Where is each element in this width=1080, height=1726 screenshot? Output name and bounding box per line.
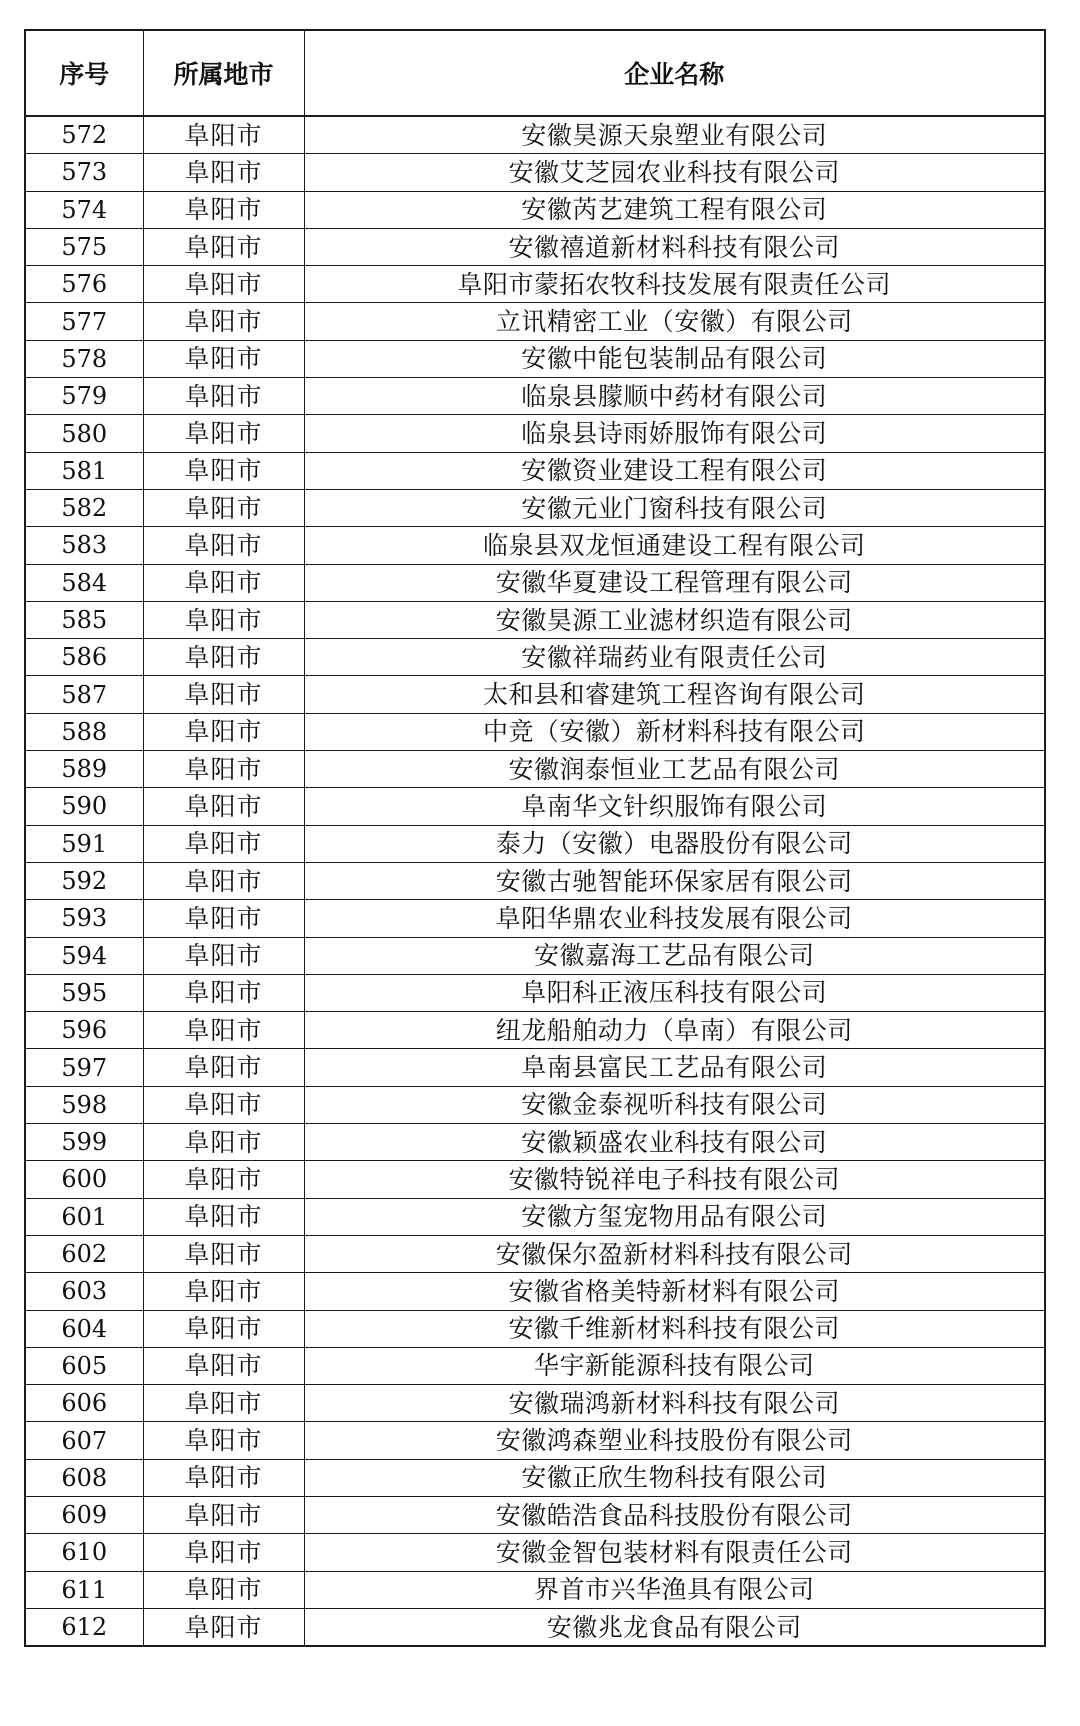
cell-city: 阜阳市	[143, 303, 304, 340]
cell-company-name: 安徽千维新材料科技有限公司	[304, 1310, 1045, 1347]
cell-company-name: 安徽金泰视听科技有限公司	[304, 1086, 1045, 1123]
cell-city: 阜阳市	[143, 228, 304, 265]
cell-serial-number: 575	[25, 228, 143, 265]
cell-company-name: 阜阳华鼎农业科技发展有限公司	[304, 900, 1045, 937]
table-row	[25, 1608, 1045, 1646]
table-row	[25, 1086, 1045, 1123]
cell-serial-number: 582	[25, 489, 143, 526]
cell-city: 阜阳市	[143, 974, 304, 1011]
table-row	[25, 1496, 1045, 1533]
cell-serial-number: 579	[25, 378, 143, 415]
cell-serial-number: 599	[25, 1124, 143, 1161]
cell-city: 阜阳市	[143, 1422, 304, 1459]
cell-company-name: 安徽瑞鸿新材料科技有限公司	[304, 1385, 1045, 1422]
table-row	[25, 415, 1045, 452]
cell-company-name: 安徽昊源工业滤材织造有限公司	[304, 601, 1045, 638]
cell-serial-number: 600	[25, 1161, 143, 1198]
cell-serial-number: 576	[25, 266, 143, 303]
cell-serial-number: 583	[25, 527, 143, 564]
cell-city: 阜阳市	[143, 713, 304, 750]
cell-company-name: 安徽禧道新材料科技有限公司	[304, 228, 1045, 265]
table-row	[25, 937, 1045, 974]
table-row	[25, 1310, 1045, 1347]
table-row	[25, 1198, 1045, 1235]
cell-serial-number: 587	[25, 676, 143, 713]
cell-company-name: 中竞（安徽）新材料科技有限公司	[304, 713, 1045, 750]
cell-serial-number: 595	[25, 974, 143, 1011]
cell-serial-number: 577	[25, 303, 143, 340]
cell-city: 阜阳市	[143, 452, 304, 489]
cell-city: 阜阳市	[143, 1310, 304, 1347]
table-row	[25, 1459, 1045, 1496]
cell-serial-number: 591	[25, 825, 143, 862]
cell-serial-number: 573	[25, 154, 143, 191]
cell-city: 阜阳市	[143, 1496, 304, 1533]
cell-company-name: 安徽祥瑞药业有限责任公司	[304, 639, 1045, 676]
cell-serial-number: 592	[25, 862, 143, 899]
cell-city: 阜阳市	[143, 1049, 304, 1086]
cell-serial-number: 609	[25, 1496, 143, 1533]
cell-serial-number: 610	[25, 1534, 143, 1571]
cell-serial-number: 606	[25, 1385, 143, 1422]
cell-company-name: 安徽正欣生物科技有限公司	[304, 1459, 1045, 1496]
cell-company-name: 安徽省格美特新材料有限公司	[304, 1273, 1045, 1310]
cell-city: 阜阳市	[143, 639, 304, 676]
cell-company-name: 安徽艾芝园农业科技有限公司	[304, 154, 1045, 191]
cell-serial-number: 574	[25, 191, 143, 228]
cell-serial-number: 603	[25, 1273, 143, 1310]
table-row	[25, 1422, 1045, 1459]
cell-serial-number: 594	[25, 937, 143, 974]
cell-serial-number: 602	[25, 1235, 143, 1272]
cell-city: 阜阳市	[143, 489, 304, 526]
cell-company-name: 安徽元业门窗科技有限公司	[304, 489, 1045, 526]
table-row	[25, 1235, 1045, 1272]
cell-city: 阜阳市	[143, 1347, 304, 1384]
cell-city: 阜阳市	[143, 378, 304, 415]
cell-city: 阜阳市	[143, 937, 304, 974]
cell-city: 阜阳市	[143, 1161, 304, 1198]
cell-company-name: 安徽特锐祥电子科技有限公司	[304, 1161, 1045, 1198]
cell-company-name: 阜南华文针织服饰有限公司	[304, 788, 1045, 825]
cell-company-name: 安徽昊源天泉塑业有限公司	[304, 116, 1045, 154]
cell-company-name: 安徽华夏建设工程管理有限公司	[304, 564, 1045, 601]
table-row	[25, 676, 1045, 713]
cell-company-name: 安徽鸿森塑业科技股份有限公司	[304, 1422, 1045, 1459]
cell-serial-number: 597	[25, 1049, 143, 1086]
cell-city: 阜阳市	[143, 1012, 304, 1049]
table-row	[25, 489, 1045, 526]
cell-serial-number: 585	[25, 601, 143, 638]
cell-serial-number: 580	[25, 415, 143, 452]
cell-company-name: 纽龙船舶动力（阜南）有限公司	[304, 1012, 1045, 1049]
cell-company-name: 立讯精密工业（安徽）有限公司	[304, 303, 1045, 340]
table-row	[25, 1534, 1045, 1571]
cell-serial-number: 598	[25, 1086, 143, 1123]
cell-city: 阜阳市	[143, 266, 304, 303]
table-row	[25, 713, 1045, 750]
table-row	[25, 564, 1045, 601]
cell-city: 阜阳市	[143, 340, 304, 377]
cell-city: 阜阳市	[143, 1608, 304, 1646]
header-city: 所属地市	[143, 30, 304, 116]
table-row	[25, 900, 1045, 937]
cell-city: 阜阳市	[143, 527, 304, 564]
table-row	[25, 191, 1045, 228]
cell-city: 阜阳市	[143, 1235, 304, 1272]
cell-city: 阜阳市	[143, 191, 304, 228]
cell-company-name: 安徽颖盛农业科技有限公司	[304, 1124, 1045, 1161]
cell-city: 阜阳市	[143, 1459, 304, 1496]
cell-city: 阜阳市	[143, 601, 304, 638]
table-row	[25, 303, 1045, 340]
enterprise-table	[24, 29, 1046, 1647]
cell-serial-number: 590	[25, 788, 143, 825]
cell-city: 阜阳市	[143, 676, 304, 713]
cell-company-name: 安徽保尔盈新材料科技有限公司	[304, 1235, 1045, 1272]
cell-serial-number: 608	[25, 1459, 143, 1496]
cell-serial-number: 605	[25, 1347, 143, 1384]
cell-city: 阜阳市	[143, 1124, 304, 1161]
table-row	[25, 1012, 1045, 1049]
cell-company-name: 界首市兴华渔具有限公司	[304, 1571, 1045, 1608]
cell-city: 阜阳市	[143, 154, 304, 191]
cell-company-name: 安徽皓浩食品科技股份有限公司	[304, 1496, 1045, 1533]
cell-company-name: 太和县和睿建筑工程咨询有限公司	[304, 676, 1045, 713]
cell-serial-number: 584	[25, 564, 143, 601]
cell-company-name: 阜阳科正液压科技有限公司	[304, 974, 1045, 1011]
cell-city: 阜阳市	[143, 116, 304, 154]
cell-city: 阜阳市	[143, 788, 304, 825]
cell-serial-number: 596	[25, 1012, 143, 1049]
cell-serial-number: 601	[25, 1198, 143, 1235]
cell-company-name: 临泉县诗雨娇服饰有限公司	[304, 415, 1045, 452]
cell-company-name: 安徽芮艺建筑工程有限公司	[304, 191, 1045, 228]
cell-company-name: 阜阳市蒙拓农牧科技发展有限责任公司	[304, 266, 1045, 303]
cell-city: 阜阳市	[143, 1534, 304, 1571]
cell-company-name: 安徽资业建设工程有限公司	[304, 452, 1045, 489]
cell-company-name: 安徽金智包装材料有限责任公司	[304, 1534, 1045, 1571]
table-row	[25, 340, 1045, 377]
cell-company-name: 临泉县双龙恒通建设工程有限公司	[304, 527, 1045, 564]
cell-company-name: 阜南县富民工艺品有限公司	[304, 1049, 1045, 1086]
cell-company-name: 华宇新能源科技有限公司	[304, 1347, 1045, 1384]
table-row	[25, 1385, 1045, 1422]
cell-company-name: 泰力（安徽）电器股份有限公司	[304, 825, 1045, 862]
table-row	[25, 1049, 1045, 1086]
cell-serial-number: 588	[25, 713, 143, 750]
table-row	[25, 751, 1045, 788]
cell-city: 阜阳市	[143, 1571, 304, 1608]
table-row	[25, 116, 1045, 154]
cell-company-name: 临泉县朦顺中药材有限公司	[304, 378, 1045, 415]
cell-serial-number: 611	[25, 1571, 143, 1608]
table-row	[25, 1124, 1045, 1161]
cell-city: 阜阳市	[143, 1273, 304, 1310]
cell-city: 阜阳市	[143, 900, 304, 937]
cell-serial-number: 612	[25, 1608, 143, 1646]
cell-serial-number: 586	[25, 639, 143, 676]
table-row	[25, 788, 1045, 825]
table-row	[25, 1347, 1045, 1384]
table-row	[25, 825, 1045, 862]
table-row	[25, 862, 1045, 899]
cell-city: 阜阳市	[143, 751, 304, 788]
cell-serial-number: 607	[25, 1422, 143, 1459]
table-row	[25, 527, 1045, 564]
cell-serial-number: 572	[25, 116, 143, 154]
cell-serial-number: 593	[25, 900, 143, 937]
cell-company-name: 安徽中能包装制品有限公司	[304, 340, 1045, 377]
cell-city: 阜阳市	[143, 415, 304, 452]
cell-company-name: 安徽嘉海工艺品有限公司	[304, 937, 1045, 974]
table-row	[25, 228, 1045, 265]
cell-serial-number: 578	[25, 340, 143, 377]
cell-city: 阜阳市	[143, 825, 304, 862]
table-row	[25, 1161, 1045, 1198]
cell-company-name: 安徽方玺宠物用品有限公司	[304, 1198, 1045, 1235]
table-body	[25, 116, 1045, 1646]
cell-serial-number: 604	[25, 1310, 143, 1347]
table-header-row	[25, 30, 1045, 116]
cell-serial-number: 589	[25, 751, 143, 788]
table-row	[25, 639, 1045, 676]
cell-company-name: 安徽兆龙食品有限公司	[546, 1612, 802, 1642]
table-row	[25, 452, 1045, 489]
table-row	[25, 601, 1045, 638]
cell-city: 阜阳市	[143, 862, 304, 899]
table-row	[25, 1273, 1045, 1310]
table-row	[25, 974, 1045, 1011]
table-row	[25, 1571, 1045, 1608]
cell-city: 阜阳市	[143, 1198, 304, 1235]
table-row	[25, 266, 1045, 303]
cell-city: 阜阳市	[143, 1385, 304, 1422]
cell-company-name: 安徽润泰恒业工艺品有限公司	[304, 751, 1045, 788]
cell-company-name: 安徽古驰智能环保家居有限公司	[304, 862, 1045, 899]
cell-serial-number: 581	[25, 452, 143, 489]
cell-city: 阜阳市	[143, 564, 304, 601]
table-row	[25, 378, 1045, 415]
header-company-name: 企业名称	[304, 30, 1045, 116]
cell-city: 阜阳市	[143, 1086, 304, 1123]
header-serial-number: 序号	[25, 30, 143, 116]
table-row	[25, 154, 1045, 191]
